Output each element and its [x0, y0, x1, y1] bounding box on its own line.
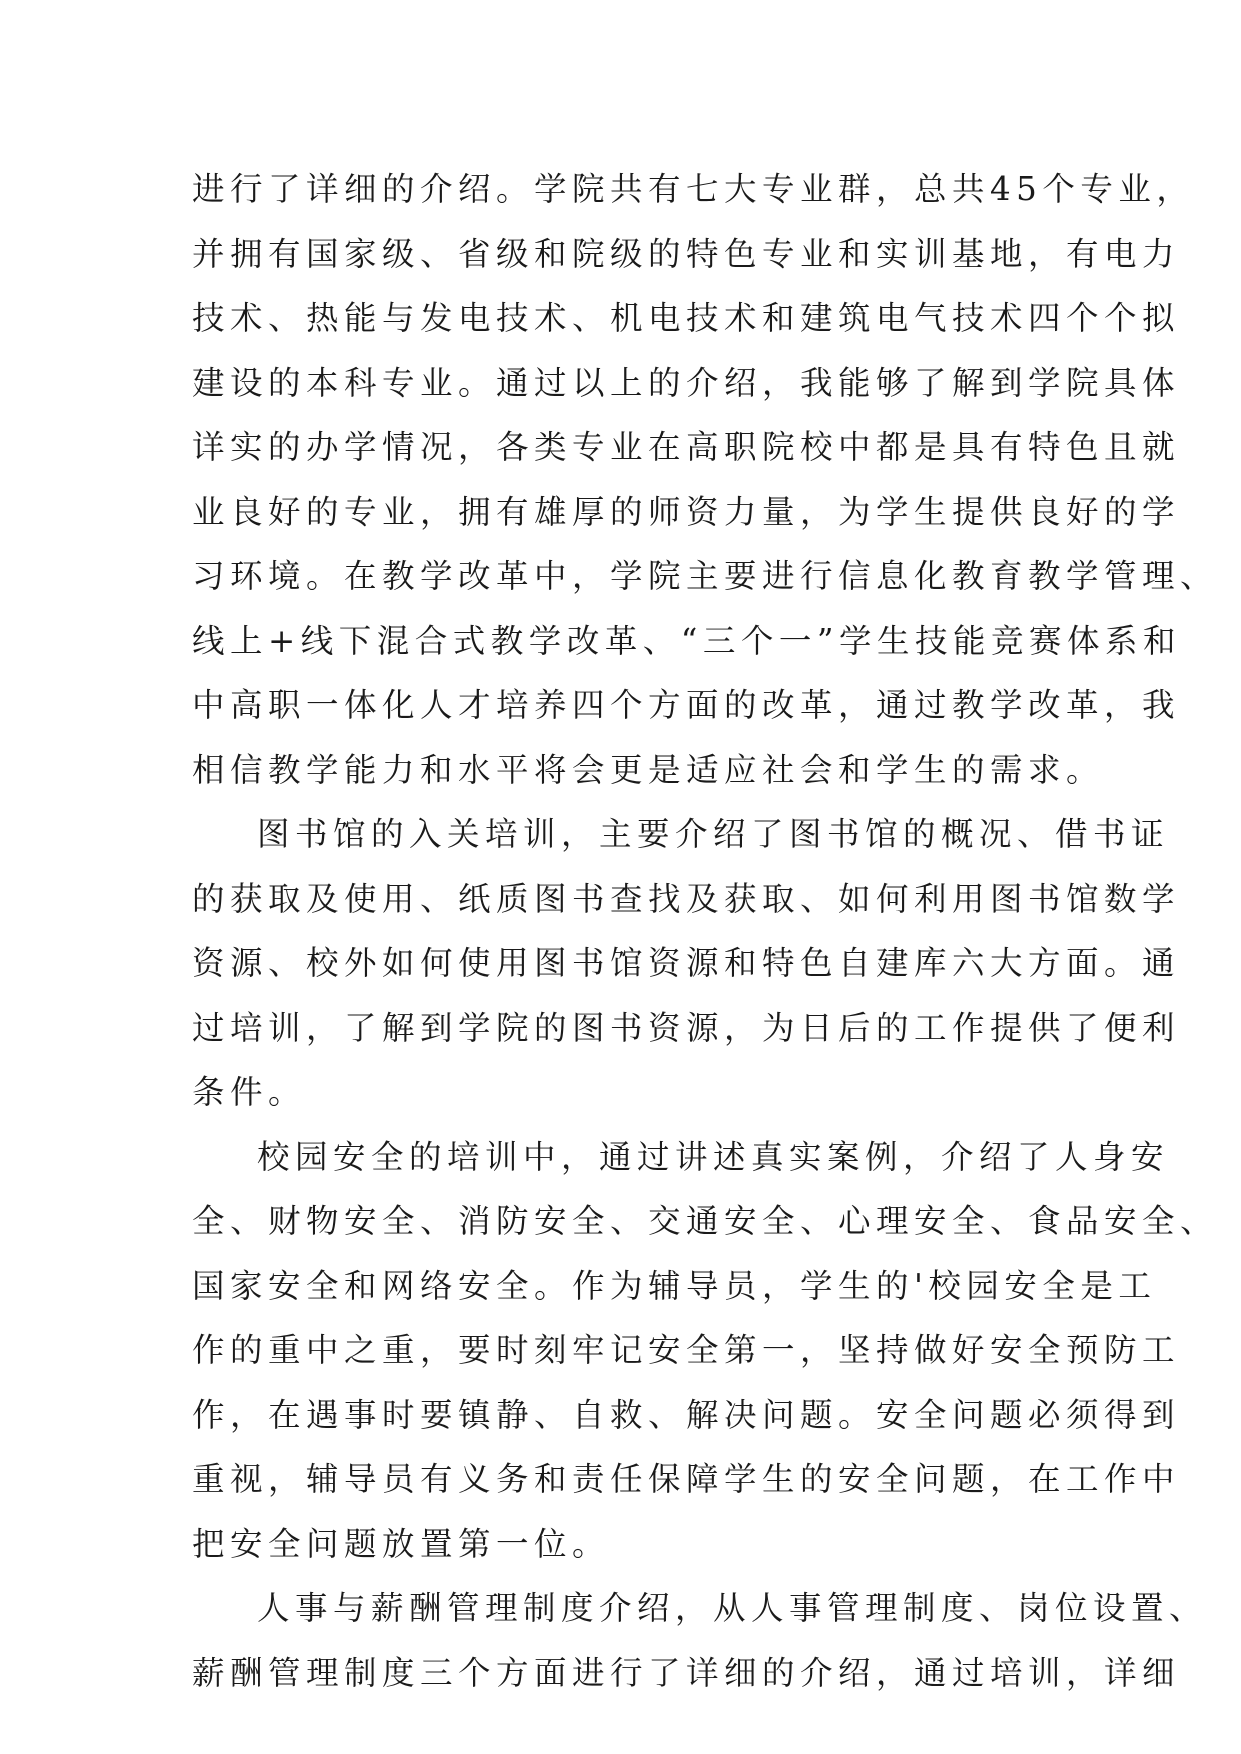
text-line: 校园安全的培训中，通过讲述真实案例，介绍了人身安: [257, 1137, 1170, 1176]
text-line: 国家安全和网络安全。作为辅导员，学生的'校园安全是工: [192, 1266, 1157, 1305]
text-line: 详实的办学情况，各类专业在高职院校中都是具有特色且就: [192, 428, 1181, 466]
text-line: 作的重中之重，要时刻牢记安全第一，坚持做好安全预防工: [192, 1331, 1181, 1369]
text-line: 中高职一体化人才培养四个方面的改革，通过教学改革，我: [192, 686, 1181, 724]
text-line: 条件。: [192, 1073, 307, 1111]
text-line: 建设的本科专业。通过以上的介绍，我能够了解到学院具体: [192, 363, 1181, 402]
paragraph-library-training: [192, 802, 1181, 1125]
text-line: 习环境。在教学改革中，学院主要进行信息化教育教学管理、: [192, 557, 1219, 595]
text-line: 技术、热能与发电技术、机电技术和建筑电气技术四个个拟: [192, 299, 1181, 337]
text-line: 全、财物安全、消防安全、交通安全、心理安全、食品安全、: [192, 1202, 1219, 1240]
text-line: 进行了详细的介绍。学院共有七大专业群，总共45个专业，: [192, 170, 1195, 208]
text-line: 作，在遇事时要镇静、自救、解决问题。安全问题必须得到: [192, 1395, 1181, 1434]
text-line: 线上+线下混合式教学改革、“三个一”学生技能竞赛体系和: [192, 621, 1181, 660]
text-line: 的获取及使用、纸质图书查找及获取、如何利用图书馆数学: [192, 879, 1181, 918]
text-line: 过培训，了解到学院的图书资源，为日后的工作提供了便利: [192, 1008, 1181, 1047]
paragraph-hr-salary: [192, 1576, 1208, 1705]
paragraph-campus-safety: [192, 1125, 1219, 1577]
text-line: 资源、校外如何使用图书馆资源和特色自建库六大方面。通: [192, 944, 1181, 982]
text-line: 相信教学能力和水平将会更是适应社会和学生的需求。: [192, 750, 1105, 789]
text-line: 薪酬管理制度三个方面进行了详细的介绍，通过培训，详细: [192, 1653, 1181, 1692]
text-line: 图书馆的入关培训，主要介绍了图书馆的概况、借书证: [257, 815, 1170, 853]
text-line: 重视，辅导员有义务和责任保障学生的安全问题，在工作中: [192, 1460, 1181, 1498]
text-line: 人事与薪酬管理制度介绍，从人事管理制度、岗位设置、: [257, 1589, 1208, 1627]
paragraph-college-overview: [192, 157, 1219, 802]
text-line: 业良好的专业，拥有雄厚的师资力量，为学生提供良好的学: [192, 492, 1181, 531]
text-line: 把安全问题放置第一位。: [192, 1524, 611, 1563]
document-body: [192, 157, 1219, 1705]
text-line: 并拥有国家级、省级和院级的特色专业和实训基地，有电力: [192, 234, 1181, 273]
